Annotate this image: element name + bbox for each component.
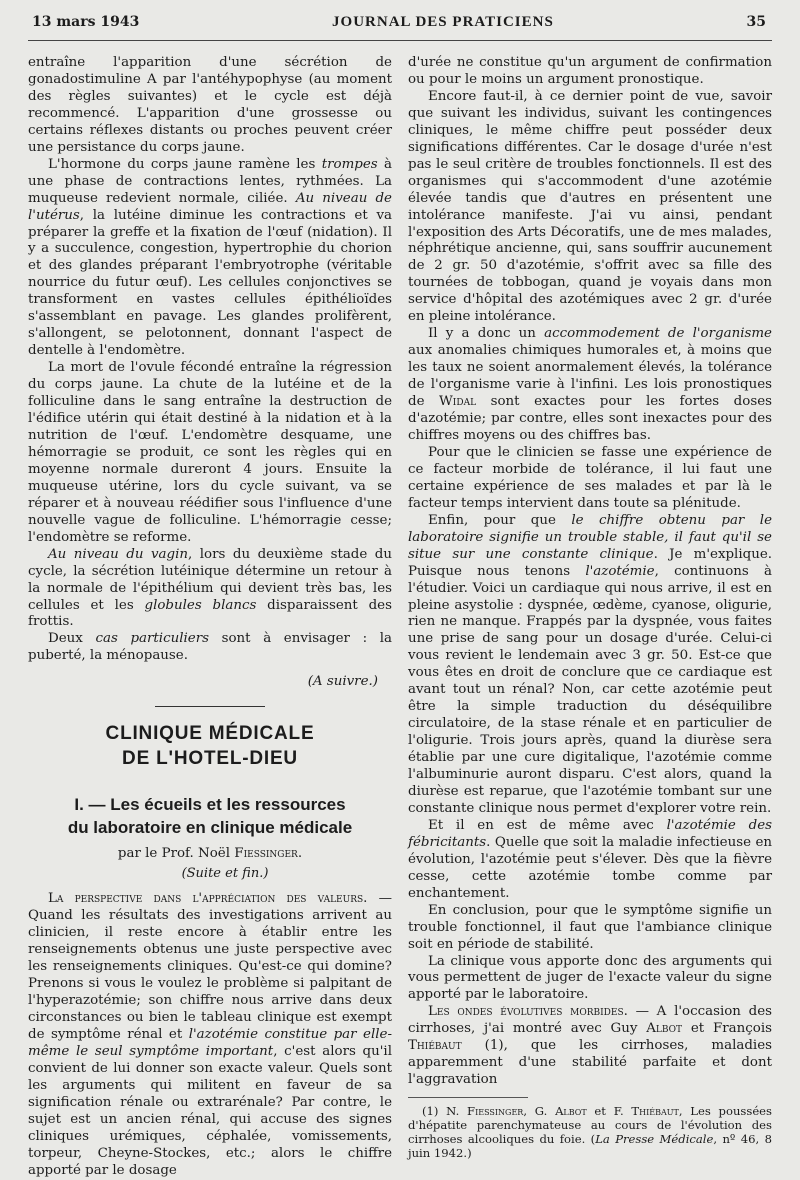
suite-note: (Suite et fin.) xyxy=(181,866,269,882)
paragraph: La clinique vous apporte donc des arguments qui vous permettent de juger de l'exacte valeur du signe apporté par le laboratoire. xyxy=(408,953,772,1003)
paragraph: La mort de l'ovule fécondé entraîne la régression du corps jaune. La chute de la lutéine et de la folliculine dans le sang entraîne la destruction de l'édifice utérin qui était destiné à la nidation et à la nutrition de l'œuf. L'endomètre desquame, une hémorragie se produit, ce sont les règles qui en moyenne normale dureront 4 jours. Ensuite la muqueuse utérine, lors du cycle suivant, va se réparer et à nouveau réédifier sous l'influence d'une nouvelle vague de folliculine. L'hémorragie cesse; l'endomètre se reforme. xyxy=(28,360,392,545)
page-number: 35 xyxy=(746,14,766,30)
paragraph: d'urée ne constitue qu'un argument de confirmation ou pour le moins un argument pronostique. xyxy=(408,55,772,87)
paragraph: Encore faut-il, à ce dernier point de vue, savoir que suivant les individus, suivant les contingences cliniques, le même chiffre peut posséder deux significations différentes. Car le dosage d'urée n'est pas le seul critère de troubles fonctionnels. Il est des organismes qui s'accommodent d'une azotémie élevée tandis que d'autres en présentent une intolérance manifeste. J'ai vu ainsi, pendant l'exposition des Arts Décoratifs, une de mes malades, néphrétique ancienne, qui, sans souffrir aucunement de 2 gr. 50 d'azotémie, s'offrit avec sa fille des tournées de tobbogan, quand je voyais dans mon service d'hôpital des azotémiques avec 2 gr. d'urée en pleine intolérance. xyxy=(408,88,772,325)
paragraph: Les ondes évolutives morbides. — A l'occasion des cirrhoses, j'ai montré avec Guy Albot et François Thiébaut (1), que les cirrhoses, maladies apparemment d'une stabilité parfaite et dont l'aggravation xyxy=(408,1004,772,1088)
paragraph: L'hormone du corps jaune ramène les trompes à une phase de contractions lentes, rythmées. La muqueuse redevient normale, ciliée. Au niveau de l'utérus, la lutéine diminue les contractions et va préparer la greffe et la fixation de l'œuf (nidation). Il y a succulence, congestion, hypertrophie du chorion et des glandes préparant l'embryotrophe (véritable nourrice du futur œuf). Les cellules conjonctives se transforment en vastes cellules épithélioïdes s'assemblant en pavage. Les glandes prolifèrent, s'allongent, se pelotonnent, donnant l'aspect de dentelle à l'endomètre. xyxy=(28,156,392,359)
paragraph: En conclusion, pour que le symptôme signifie un trouble fonctionnel, il faut que l'ambiance clinique soit en période de stabilité. xyxy=(408,902,772,952)
issue-date: 13 mars 1943 xyxy=(32,14,140,30)
paragraph: Il y a donc un accommodement de l'organisme aux anomalies chimiques humorales et, à moins que les taux ne soient anormalement élevés, la tolérance de l'organisme varie à l'infini. Les lois pronostiques de Widal sont exactes pour les fortes doses d'azotémie; par contre, elles sont inexactes pour des chiffres moyens ou des chiffres bas. xyxy=(408,326,772,443)
footnote: (1) N. Fiessinger, G. Albot et F. Thiébaut, Les poussées d'hépatite parenchymateuse au cours de l'évolution des cirrhoses alcooliques du foie. (La Presse Médicale, nº 46, 8 juin 1942.) xyxy=(408,1104,772,1161)
paragraph: Deux cas particuliers sont à envisager : la puberté, la ménopause. xyxy=(28,631,393,664)
article-title: I. — Les écueils et les ressources du laboratoire en clinique médicale xyxy=(67,795,353,838)
paragraph: entraîne l'apparition d'une sécrétion de gonadostimuline A par l'antéhypophyse (au moment des règles suivantes) et le cycle est déjà recommencé. L'apparition d'une grossesse ou certains réflexes distants ou proches peuvent créer une persistance du corps jaune. xyxy=(28,55,392,155)
right-column xyxy=(408,55,772,1180)
paragraph: Pour que le clinicien se fasse une expérience de ce facteur morbide de tolérance, il lui faut une certaine expérience de ses malades et par là le facteur temps intervient dans toute sa plénitude. xyxy=(408,444,772,511)
journal-title: JOURNAL DES PRATICIENS xyxy=(332,14,554,30)
paragraph: Au niveau du vagin, lors du deuxième stade du cycle, la sécrétion lutéinique détermine un retour à la normale de l'épithélium qui devient très bas, les cellules et les globules blancs disparaissent des frottis. xyxy=(28,546,392,630)
paragraph: La perspective dans l'appréciation des valeurs. — Quand les résultats des investigations arrivent au clinicien, il reste encore à établir entre les renseignements obtenus une juste perspective avec les renseignements cliniques. Qu'est-ce qui domine? Prenons si vous le voulez le problème si palpitant de l'hyperazotémie; son chiffre nous arrive dans deux circonstances ou bien le tableau clinique est exempt de symptôme rénal et l'azotémie constitue par elle-même le seul symptôme important, c'est alors qu'il convient de lui donner son exacte valeur. Quels sont les arguments qui militent en faveur de sa signification rénale ou extrarénale? Par contre, le sujet est un ancien rénal, qui accuse des signes cliniques urémiques, céphalée, vomissements, torpeur, Cheyne-Stockes, etc.; alors le chiffre apporté par le dosage xyxy=(28,891,392,1178)
section-title: CLINIQUE MÉDICALE DE L'HOTEL-DIEU xyxy=(105,723,315,770)
byline: par le Prof. Noël Fiessinger. xyxy=(117,846,303,862)
paragraph: Enfin, pour que le chiffre obtenu par le laboratoire signifie un trouble stable, il faut qu'il se situe sur une constante clinique. Je m'explique. Puisque nous tenons l'azotémie, continuons à l'étudier. Voici un cardiaque qui nous arrive, il est en pleine asystolie : dyspnée, œdème, cyanose, oligurie, rien ne manque. Frappés par la dyspnée, vous faites une prise de sang pour un dosage d'urée. Celui-ci vous revient le lendemain avec 3 gr. 50. Est-ce que vous êtes en droit de conclure que ce cardiaque est avant tout un rénal? Non, car cette azotémie peut être la simple traduction du déséquilibre circulatoire, de la stase rénale et en particulier de l'oligurie. Trois jours après, quand la diurèse sera établie par une cure digitalique, l'azotémie comme l'albuminurie auront disparu. C'est alors, quand la diurèse est reparue, que l'azotémie tombant sur une constante clinique nous permet d'explorer votre rein. xyxy=(408,512,773,816)
running-head xyxy=(28,14,772,41)
left-column xyxy=(28,55,392,1180)
paragraph: Et il en est de même avec l'azotémie des fébricitants. Quelle que soit la maladie infectieuse en évolution, l'azotémie peut s'élever. Dès que la fièvre cesse, cette azotémie tombe comme par enchantement. xyxy=(408,817,772,901)
a-suivre: (A suivre.) xyxy=(307,674,378,690)
section-divider xyxy=(155,706,265,707)
footnote-divider xyxy=(408,1097,528,1098)
